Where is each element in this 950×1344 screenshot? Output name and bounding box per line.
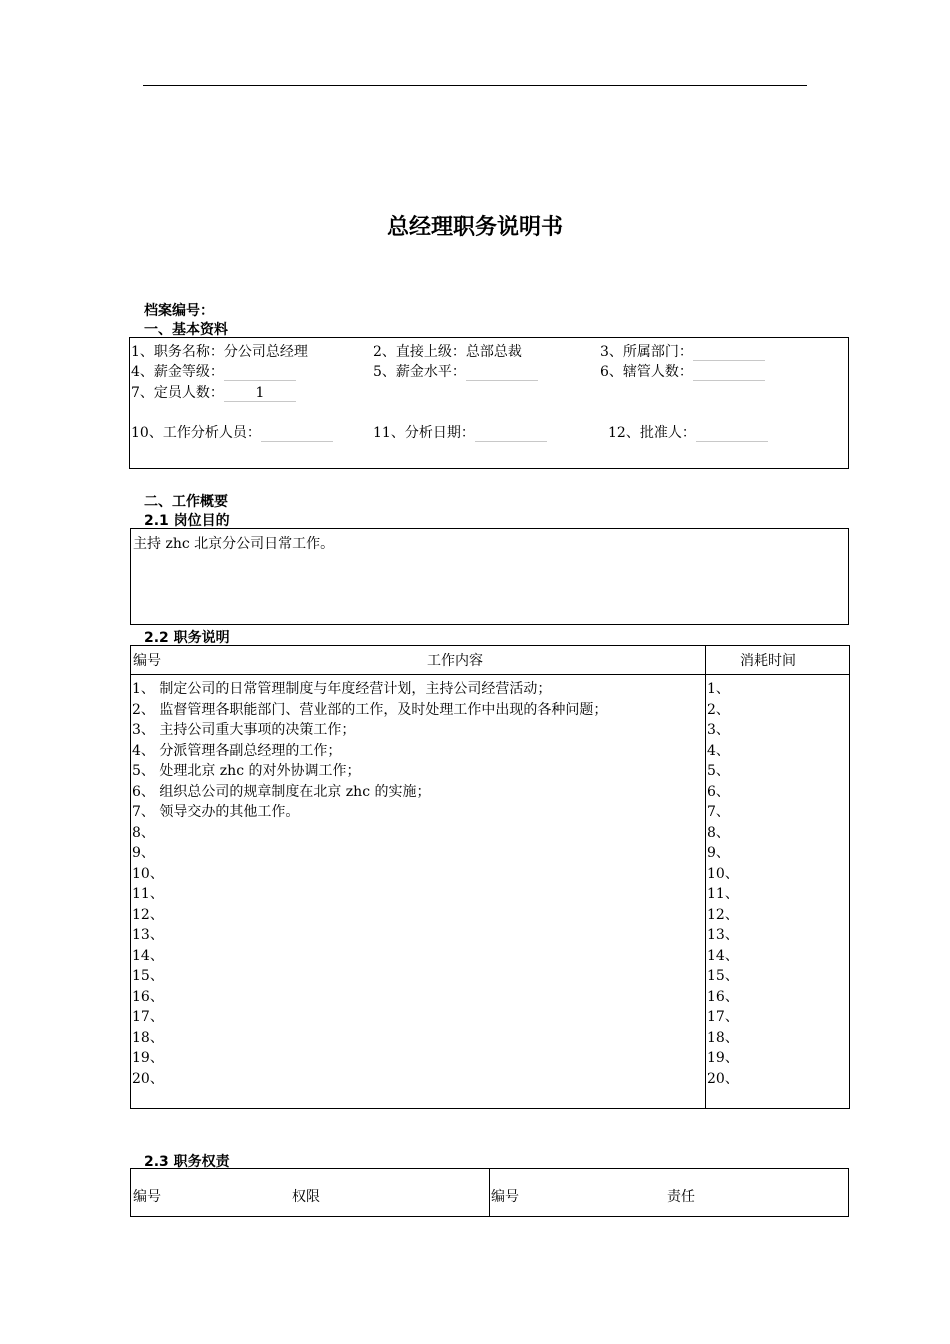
duty-row: 5、 处理北京 zhc 的对外协调工作； [132,763,361,779]
authority-left-title: 权限 [292,1189,320,1205]
authority-table [130,1168,849,1217]
time-row: 7、 [707,804,730,820]
time-row: 2、 [707,701,730,718]
duties-content-list [132,679,607,1089]
job-name-value: 分公司总经理 [223,344,308,360]
duty-row: 1、 制定公司的日常管理制度与年度经营计划，主持公司经营活动； [132,681,552,697]
authority-column-divider [489,1169,490,1216]
headcount-label: 7、定员人数： [131,385,224,401]
approver-field [608,422,768,442]
superior-value: 总部总裁 [465,344,522,360]
time-row: 16、 [707,988,739,1005]
duties-column-divider [705,646,706,1108]
time-row: 13、 [707,927,739,943]
duties-table [130,645,850,1109]
analysis-date-field [373,422,547,442]
duty-row: 15、 [132,968,164,984]
time-row: 8、 [707,824,730,841]
purpose-text: 主持 zhc 北京分公司日常工作。 [133,536,335,552]
salary-level-input[interactable] [466,364,538,381]
duty-row: 9、 [132,845,155,861]
duty-row: 13、 [132,927,164,943]
subordinates-field [600,361,765,381]
time-row: 12、 [707,906,739,923]
duty-row: 17、 [132,1009,164,1025]
department-input[interactable] [693,344,765,361]
analysis-date-input[interactable] [475,425,547,442]
section2-heading: 二、工作概要 [144,494,228,510]
section1-heading: 一、基本资料 [144,322,228,338]
duty-row: 12、 [132,906,164,923]
duty-row: 16、 [132,988,164,1005]
subordinates-input[interactable] [693,364,765,381]
salary-grade-label: 4、薪金等级： [131,364,224,380]
time-row: 11、 [707,886,739,902]
time-row: 9、 [707,845,730,861]
superior-label: 2、直接上级： [373,344,466,360]
page-title: 总经理职务说明书 [386,215,563,240]
header-rule [143,85,807,86]
job-name-label: 1、职务名称： [131,344,224,360]
authority-left-number: 编号 [133,1189,161,1205]
salary-grade-field [131,361,296,381]
approver-label: 12、批准人： [608,425,696,441]
duty-row: 8、 [132,824,155,841]
department-field [600,341,765,361]
authority-right-number: 编号 [491,1189,519,1205]
duties-col-content: 工作内容 [427,653,483,669]
time-row: 1、 [707,681,730,697]
time-row: 5、 [707,763,730,779]
duties-time-list [707,679,739,1089]
headcount-field [131,382,296,402]
duty-row: 3、 主持公司重大事项的决策工作； [132,722,356,738]
job-name-field [131,341,308,361]
time-row: 3、 [707,722,730,738]
time-row: 17、 [707,1009,739,1025]
department-label: 3、所属部门： [600,344,693,360]
time-row: 14、 [707,947,739,964]
duties-col-time: 消耗时间 [740,653,796,669]
duties-col-number: 编号 [133,653,161,669]
analyst-field [131,422,333,442]
duties-header-divider [131,674,849,675]
duty-row: 2、 监督管理各职能部门、营业部的工作，及时处理工作中出现的各种问题； [132,701,608,718]
time-row: 10、 [707,865,739,882]
purpose-box [130,528,849,625]
authority-heading: 2.3 职务权责 [144,1154,230,1170]
duty-row: 18、 [132,1029,164,1046]
subordinates-label: 6、辖管人数： [600,364,693,380]
duty-row: 20、 [132,1070,164,1087]
salary-grade-input[interactable] [224,364,296,381]
duty-row: 4、 分派管理各副总经理的工作； [132,742,342,759]
superior-field [373,341,522,361]
duties-heading: 2.2 职务说明 [144,630,230,646]
duty-row: 14、 [132,947,164,964]
analyst-label: 10、工作分析人员： [131,425,261,441]
duty-row: 6、 组织总公司的规章制度在北京 zhc 的实施； [132,783,431,800]
duty-row: 19、 [132,1050,164,1066]
approver-input[interactable] [696,425,768,442]
time-row: 20、 [707,1070,739,1087]
time-row: 6、 [707,783,730,800]
time-row: 19、 [707,1050,739,1066]
duty-row: 11、 [132,886,164,902]
time-row: 15、 [707,968,739,984]
duty-row: 10、 [132,865,164,882]
headcount-value[interactable]: 1 [224,385,296,402]
duty-row: 7、 领导交办的其他工作。 [132,804,300,820]
authority-right-title: 责任 [667,1189,695,1205]
analyst-input[interactable] [261,425,333,442]
time-row: 4、 [707,742,730,759]
salary-level-label: 5、薪金水平： [373,364,466,380]
salary-level-field [373,361,538,381]
basic-info-box [129,337,849,469]
analysis-date-label: 11、分析日期： [373,425,475,441]
time-row: 18、 [707,1029,739,1046]
archive-number-label: 档案编号： [144,303,214,319]
purpose-heading: 2.1 岗位目的 [144,513,230,529]
